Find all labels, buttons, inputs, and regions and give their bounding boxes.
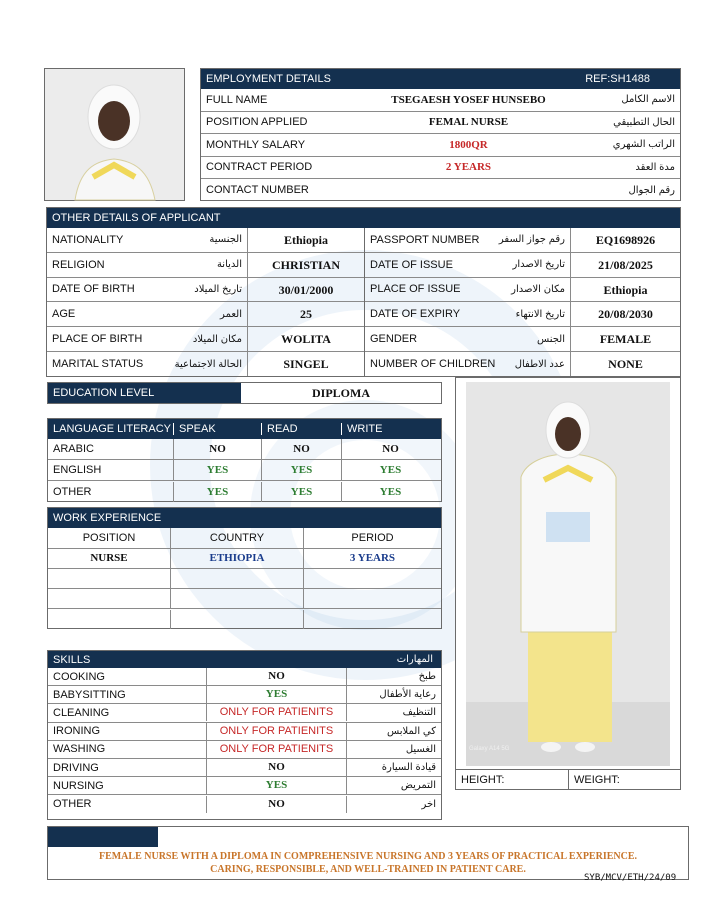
language-row	[48, 439, 441, 460]
applicant-detail-value: Ethiopia	[570, 278, 680, 302]
skill-label: NURSING	[53, 779, 104, 792]
applicant-detail-row	[365, 228, 680, 253]
applicant-detail-ar: العمر	[220, 308, 242, 320]
employment-row	[201, 179, 680, 202]
skill-label: DRIVING	[53, 761, 99, 774]
height-label: HEIGHT:	[456, 770, 569, 789]
applicant-detail-value: 30/01/2000	[247, 278, 364, 302]
applicant-detail-ar: تاريخ الميلاد	[194, 283, 242, 295]
applicant-detail-ar: مكان الاصدار	[511, 283, 565, 295]
language-row	[48, 481, 441, 502]
language-name: ENGLISH	[53, 464, 102, 476]
applicant-detail-ar: تاريخ الاصدار	[512, 259, 565, 271]
full-body-photo-frame	[455, 377, 681, 790]
skill-ar: الغسيل	[346, 741, 441, 758]
language-column-header: WRITE	[341, 423, 439, 435]
skill-row	[48, 704, 441, 722]
language-read-value: YES	[261, 482, 341, 502]
applicant-detail-ar: الجنس	[536, 333, 565, 345]
applicant-detail-label: MARITAL STATUS	[52, 358, 144, 371]
skill-row	[48, 741, 441, 759]
work-position	[48, 569, 170, 588]
employment-field-ar: رقم الجوال	[628, 184, 675, 196]
skill-row	[48, 723, 441, 741]
work-column-header: PERIOD	[303, 528, 441, 548]
language-write-value: NO	[341, 439, 439, 459]
reference-number: REF:SH1488	[585, 73, 650, 85]
skill-value: ONLY FOR PATIENITS	[206, 704, 346, 721]
skill-ar: طبخ	[346, 668, 441, 685]
other-details-header-label: OTHER DETAILS OF APPLICANT	[52, 212, 221, 224]
language-table	[47, 418, 442, 502]
employment-row	[201, 89, 680, 112]
applicant-detail-label: DATE OF ISSUE	[370, 258, 453, 271]
skill-value: NO	[206, 668, 346, 685]
skill-ar: رعاية الأطفال	[346, 686, 441, 703]
work-position: NURSE	[90, 552, 128, 564]
remarks-header-bar	[48, 827, 158, 847]
skill-label: WASHING	[53, 743, 106, 756]
applicant-detail-ar: مكان الميلاد	[192, 333, 242, 345]
applicant-detail-label: PASSPORT NUMBER	[370, 233, 480, 246]
language-write-value: YES	[341, 460, 439, 480]
remarks-text: FEMALE NURSE WITH A DIPLOMA IN COMPREHENSIVE NURSING AND 3 YEARS OF PRACTICAL EXPERIENCE. CARING, RESPONSIBLE, AND WELL-TRAINED IN PATIENT CARE.	[98, 851, 638, 875]
work-experience-header-label: WORK EXPERIENCE	[53, 512, 162, 524]
skill-label: COOKING	[53, 670, 105, 683]
applicant-detail-value: FEMALE	[570, 327, 680, 351]
education-value: DIPLOMA	[312, 386, 370, 400]
work-period: 3 YEARS	[303, 549, 441, 568]
employment-field-ar: مدة العقد	[635, 161, 675, 173]
skill-ar: التمريض	[346, 777, 441, 794]
applicant-detail-value: SINGEL	[247, 352, 364, 376]
employment-field-ar: الاسم الكامل	[621, 94, 675, 106]
employment-field-label: FULL NAME	[206, 93, 268, 106]
employment-details-header	[201, 69, 680, 89]
applicant-detail-value: WOLITA	[247, 327, 364, 351]
applicant-detail-row	[47, 228, 364, 253]
employment-field-value: FEMAL NURSE	[428, 116, 509, 129]
applicant-detail-label: DATE OF BIRTH	[52, 283, 135, 296]
language-column-header: LANGUAGE LITERACY	[53, 423, 171, 435]
applicant-detail-value: Ethiopia	[247, 228, 364, 252]
skill-value: YES	[206, 777, 346, 794]
skill-label: IRONING	[53, 725, 101, 738]
applicant-detail-value: 20/08/2030	[570, 302, 680, 326]
language-read-value: NO	[261, 439, 341, 459]
employment-field-value: 2 YEARS	[445, 161, 492, 174]
employment-field-value: 1800QR	[449, 138, 488, 151]
applicant-detail-row	[365, 352, 680, 377]
skill-value: YES	[206, 686, 346, 703]
work-period	[303, 589, 441, 608]
skill-ar: اخر	[346, 796, 441, 813]
skill-row	[48, 777, 441, 795]
employment-field-ar: الراتب الشهري	[612, 139, 675, 151]
work-country	[170, 569, 303, 588]
language-header	[48, 419, 441, 439]
work-experience-row	[48, 609, 441, 629]
work-experience-table	[47, 507, 442, 629]
skill-row	[48, 686, 441, 704]
other-details-header	[47, 208, 680, 228]
weight-label: WEIGHT:	[574, 774, 620, 786]
skills-header-label: SKILLS	[53, 653, 91, 666]
applicant-detail-row	[47, 302, 364, 327]
work-experience-header	[48, 508, 441, 528]
employment-row	[201, 112, 680, 135]
applicant-detail-value: EQ1698926	[570, 228, 680, 252]
skill-value: NO	[206, 759, 346, 776]
work-experience-row	[48, 549, 441, 569]
skill-row	[48, 668, 441, 686]
skill-value: ONLY FOR PATIENITS	[206, 723, 346, 740]
skills-table	[47, 650, 442, 820]
skills-header	[48, 651, 441, 668]
applicant-detail-ar: رقم جواز السفر	[498, 234, 565, 246]
skill-ar: كي الملابس	[346, 723, 441, 740]
applicant-detail-row	[47, 352, 364, 377]
applicant-detail-value: CHRISTIAN	[247, 253, 364, 277]
full-body-photo	[466, 382, 670, 766]
applicant-detail-value: 25	[247, 302, 364, 326]
skill-ar: قيادة السيارة	[346, 759, 441, 776]
skill-ar: التنظيف	[346, 704, 441, 721]
measurements-row	[456, 769, 680, 789]
language-column-header: READ	[261, 423, 341, 435]
work-position	[48, 589, 170, 608]
work-period	[303, 569, 441, 588]
work-country: ETHIOPIA	[170, 549, 303, 568]
remarks-box	[47, 826, 689, 880]
language-read-value: YES	[261, 460, 341, 480]
applicant-detail-label: PLACE OF BIRTH	[52, 333, 143, 346]
applicant-detail-ar: الجنسية	[209, 234, 242, 246]
applicant-detail-value: 21/08/2025	[570, 253, 680, 277]
applicant-detail-label: NATIONALITY	[52, 233, 124, 246]
language-write-value: YES	[341, 482, 439, 502]
skill-value: ONLY FOR PATIENITS	[206, 741, 346, 758]
skill-label: OTHER	[53, 798, 92, 811]
applicant-detail-ar: الحالة الاجتماعية	[174, 358, 242, 370]
language-row	[48, 460, 441, 481]
applicant-detail-row	[365, 327, 680, 352]
employment-field-value: TSEGAESH YOSEF HUNSEBO	[391, 93, 546, 106]
work-experience-row	[48, 589, 441, 609]
work-column-header: POSITION	[82, 532, 136, 544]
employment-field-label: CONTACT NUMBER	[206, 184, 309, 197]
employment-field-label: POSITION APPLIED	[206, 116, 308, 129]
skill-label: CLEANING	[53, 706, 110, 719]
language-name: ARABIC	[53, 443, 94, 455]
applicant-detail-label: DATE OF EXPIRY	[370, 308, 461, 321]
education-row	[47, 382, 442, 404]
employment-header-label: EMPLOYMENT DETAILS	[206, 73, 331, 85]
work-country	[170, 589, 303, 608]
skill-row	[48, 759, 441, 777]
work-experience-row	[48, 569, 441, 589]
applicant-detail-row	[365, 302, 680, 327]
language-speak-value: YES	[173, 482, 261, 502]
education-label: EDUCATION LEVEL	[48, 383, 241, 403]
work-column-header: COUNTRY	[170, 528, 303, 548]
applicant-detail-value: NONE	[570, 352, 680, 376]
applicant-detail-label: GENDER	[370, 333, 418, 346]
employment-field-label: MONTHLY SALARY	[206, 138, 306, 151]
language-speak-value: NO	[173, 439, 261, 459]
portrait-photo	[44, 68, 185, 201]
applicant-detail-label: RELIGION	[52, 258, 105, 271]
applicant-detail-row	[365, 278, 680, 303]
employment-field-label: CONTRACT PERIOD	[206, 161, 313, 174]
applicant-detail-ar: عدد الاطفال	[514, 358, 565, 370]
work-period	[303, 610, 441, 629]
employment-row	[201, 157, 680, 180]
applicant-detail-row	[47, 253, 364, 278]
applicant-detail-ar: تاريخ الانتهاء	[515, 308, 565, 320]
skill-row	[48, 795, 441, 813]
footer-code: SYB/MCV/ETH/24/09	[584, 873, 677, 883]
applicant-detail-row	[365, 253, 680, 278]
language-speak-value: YES	[173, 460, 261, 480]
applicant-detail-label: PLACE OF ISSUE	[370, 283, 461, 296]
skill-label: BABYSITTING	[53, 688, 126, 701]
photo-caption: Galaxy A14 5G	[469, 746, 510, 752]
applicant-detail-label: NUMBER OF CHILDREN	[370, 358, 496, 371]
work-position	[48, 610, 170, 629]
other-details-table	[46, 207, 681, 377]
applicant-detail-row	[47, 278, 364, 303]
skills-header-ar: المهارات	[396, 654, 433, 665]
employment-row	[201, 134, 680, 157]
applicant-detail-ar: الديانة	[216, 259, 242, 271]
employment-field-ar: الحال التطبيقي	[613, 116, 675, 128]
applicant-detail-label: AGE	[52, 308, 76, 321]
employment-details-table	[200, 68, 681, 201]
skill-value: NO	[206, 796, 346, 813]
applicant-detail-row	[47, 327, 364, 352]
language-name: OTHER	[53, 485, 92, 498]
language-column-header: SPEAK	[173, 423, 261, 435]
work-country	[170, 610, 303, 629]
